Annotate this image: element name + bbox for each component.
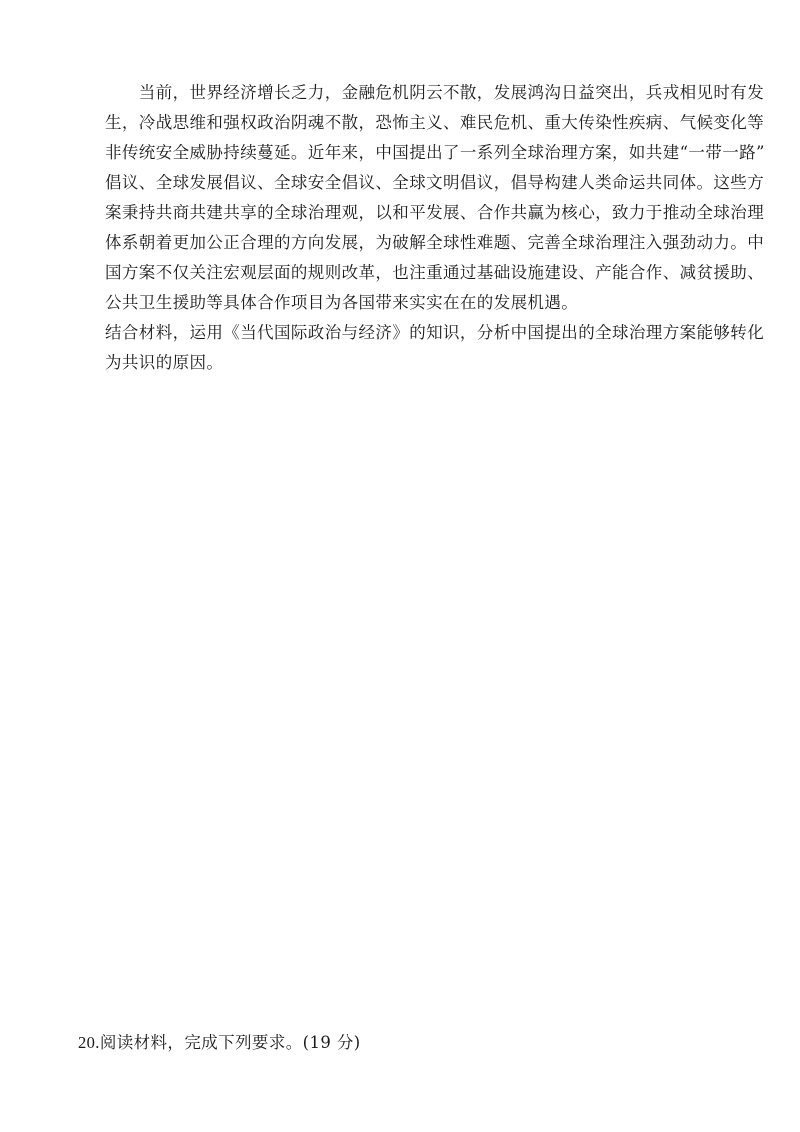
- material-paragraph: [105, 78, 765, 318]
- question-prompt: [105, 318, 765, 378]
- material-line: 案秉持共商共建共享的全球治理观，以和平发展、合作共赢为核心，致力于推动全球治理: [105, 203, 765, 222]
- material-line: 生，冷战思维和强权政治阴魂不散，恐怖主义、难民危机、重大传染性疾病、气候变化等: [105, 113, 765, 132]
- material-line: 当前，世界经济增长乏力，金融危机阴云不散，发展鸿沟日益突出，兵戎相见时有发: [105, 83, 765, 102]
- question-20-instruction: 阅读材料，完成下列要求。(19 分): [99, 1033, 361, 1052]
- question-line: 为共识的原因。: [105, 353, 224, 372]
- question-line: 结合材料，运用《当代国际政治与经济》的知识，分析中国提出的全球治理方案能够转化: [105, 323, 765, 342]
- material-line: 非传统安全威胁持续蔓延。近年来，中国提出了一系列全球治理方案，如共建“一带一路”: [105, 143, 765, 162]
- question-20-heading: [78, 1028, 361, 1058]
- material-line: 国方案不仅关注宏观层面的规则改革，也注重通过基础设施建设、产能合作、减贫援助、: [105, 263, 765, 282]
- question-number: 20.: [78, 1033, 100, 1052]
- material-line: 公共卫生援助等具体合作项目为各国带来实实在在的发展机遇。: [105, 293, 579, 312]
- material-line: 倡议、全球发展倡议、全球安全倡议、全球文明倡议，倡导构建人类命运共同体。这些方: [105, 173, 765, 192]
- material-line: 体系朝着更加公正合理的方向发展，为破解全球性难题、完善全球治理注入强劲动力。中: [105, 233, 765, 252]
